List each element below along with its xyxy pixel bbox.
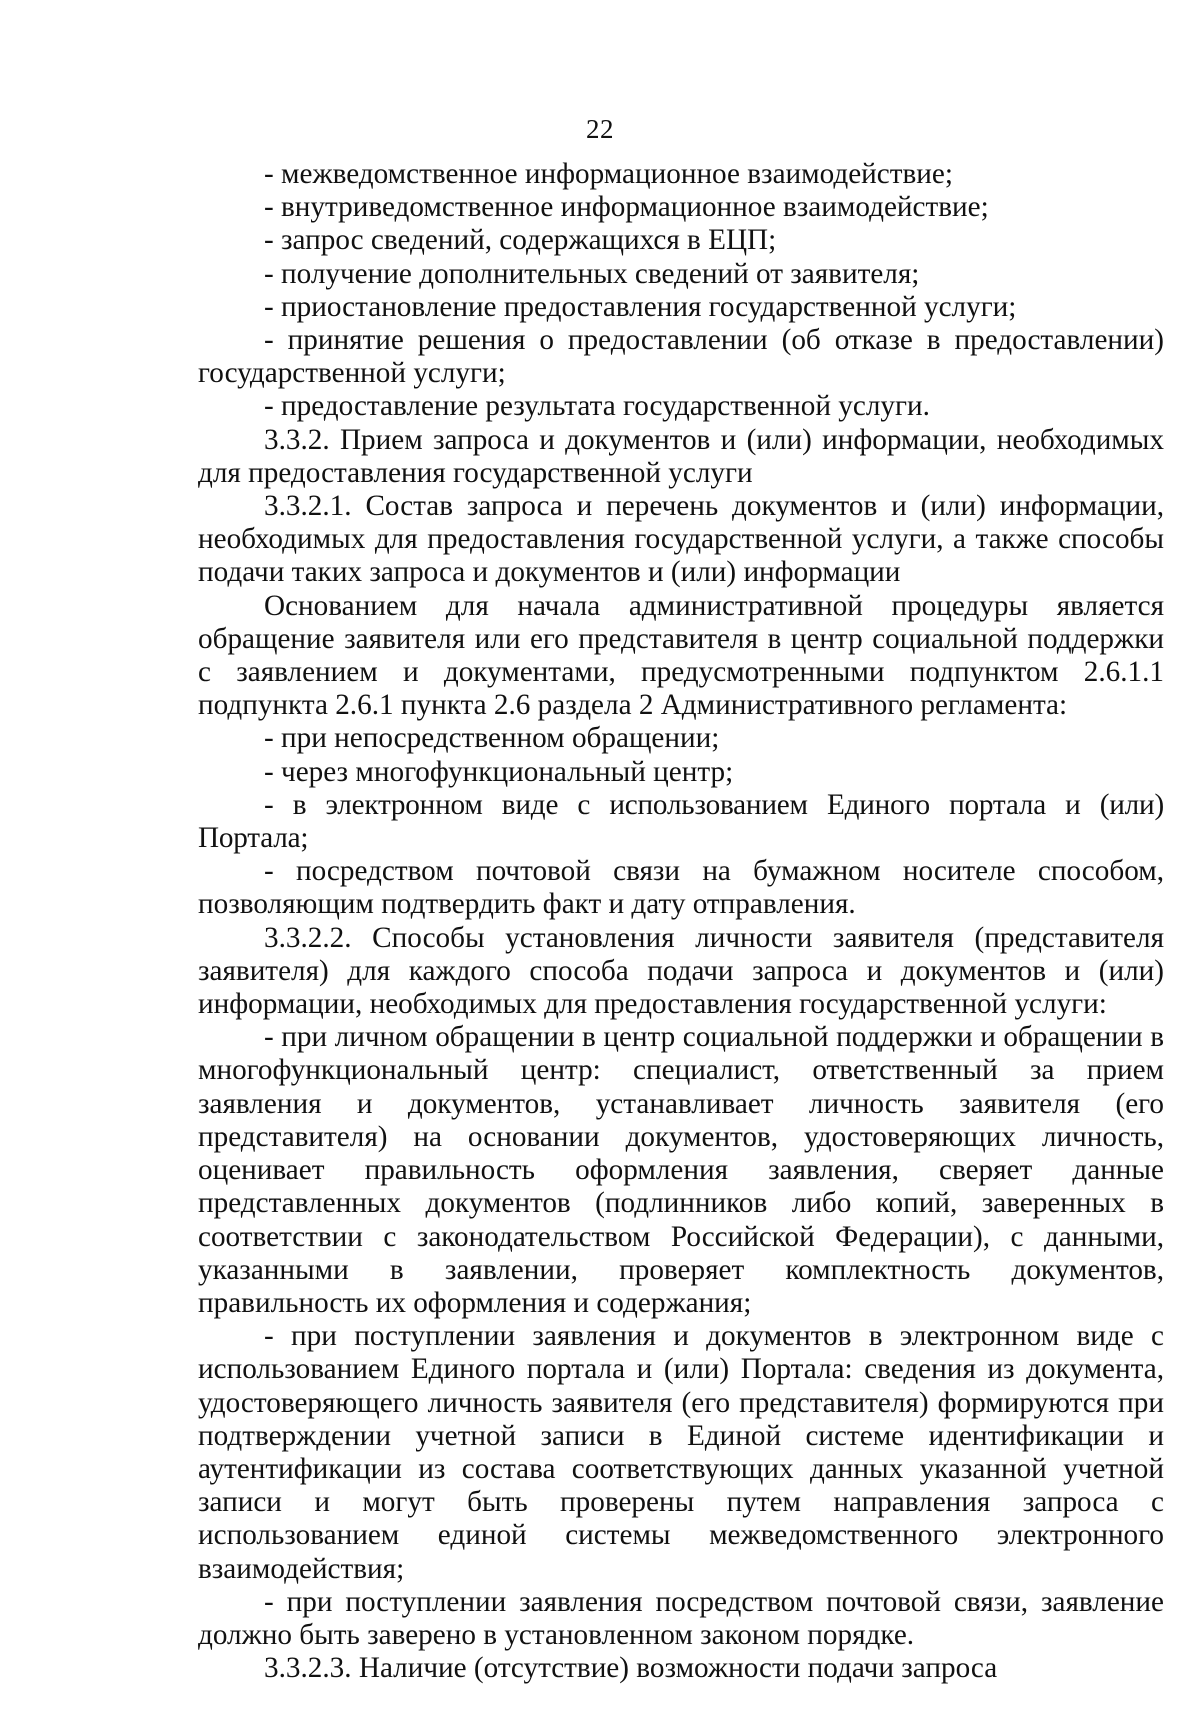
list-item-electronic-identity: - при поступлении заявления и документов в электронном виде с использованием Единого портала и (или) Портала: сведения из документа, удостоверяющего личность заявителя (его представителя) формируются при подтверждении учетной записи в Единой системе идентификации и аутентификации из состава соответствующих данных указанной учетной записи и могут быть проверены путем направления запроса с использованием единой системы межведомственного электронного взаимодействия; xyxy=(198,1320,1164,1585)
section-heading-3-3-2: 3.3.2. Прием запроса и документов и (или) информации, необходимых для предоставления государственной услуги xyxy=(198,423,1164,489)
document-body xyxy=(198,158,1164,1685)
list-item-ecp-request: - запрос сведений, содержащихся в ЕЦП; xyxy=(264,224,777,257)
list-item-postal: - посредством почтовой связи на бумажном носителе способом, позволяющим подтвердить факт и дату отправления. xyxy=(198,855,1164,921)
list-item-interagency: - межведомственное информационное взаимодействие; xyxy=(264,158,953,190)
list-item-postal-identity: - при поступлении заявления посредством почтовой связи, заявление должно быть заверено в установленном законом порядке. xyxy=(198,1585,1164,1651)
list-item-additional-info: - получение дополнительных сведений от заявителя; xyxy=(264,257,920,290)
list-item-intraagency: - внутриведомственное информационное взаимодействие; xyxy=(264,191,989,224)
list-item-electronic: - в электронном виде с использованием Единого портала и (или) Портала; xyxy=(198,788,1164,855)
section-heading-3-3-2-3: 3.3.2.3. Наличие (отсутствие) возможности подачи запроса xyxy=(264,1652,998,1685)
list-item-result: - предоставление результата государственной услуги. xyxy=(264,390,930,423)
list-item-direct: - при непосредственном обращении; xyxy=(264,722,720,755)
list-item-decision: - принятие решения о предоставлении (об отказе в предоставлении) государственной услуги; xyxy=(198,324,1164,390)
section-heading-3-3-2-1: 3.3.2.1. Состав запроса и перечень документов и (или) информации, необходимых для предоставления государственной услуги, а также способы подачи таких запроса и документов и (или) информации xyxy=(198,490,1164,589)
paragraph-grounds: Основанием для начала административной процедуры является обращение заявителя или его представителя в центр социальной поддержки с заявлением и документами, предусмотренными подпунктом 2.6.1.1 подпункта 2.6.1 пункта 2.6 раздела 2 Административного регламента: xyxy=(198,589,1164,722)
page-number: 22 xyxy=(586,114,614,144)
section-heading-3-3-2-2: 3.3.2.2. Способы установления личности заявителя (представителя заявителя) для каждого способа подачи запроса и документов и (или) информации, необходимых для предоставления государственной услуги: xyxy=(198,921,1164,1021)
list-item-suspension: - приостановление предоставления государственной услуги; xyxy=(264,290,1017,323)
list-item-mfc: - через многофункциональный центр; xyxy=(264,755,734,788)
list-item-personal-visit: - при личном обращении в центр социальной поддержки и обращении в многофункциональный центр: специалист, ответственный за прием заявления и документов, устанавливает личность заявителя (его представителя) на основании документов, удостоверяющих личность, оценивает правильность оформления заявления, сверяет данные представленных документов (подлинников либо копий, заверенных в соответствии с законодательством Российской Федерации), с данными, указанными в заявлении, проверяет комплектность документов, правильность их оформления и содержания; xyxy=(198,1021,1164,1319)
